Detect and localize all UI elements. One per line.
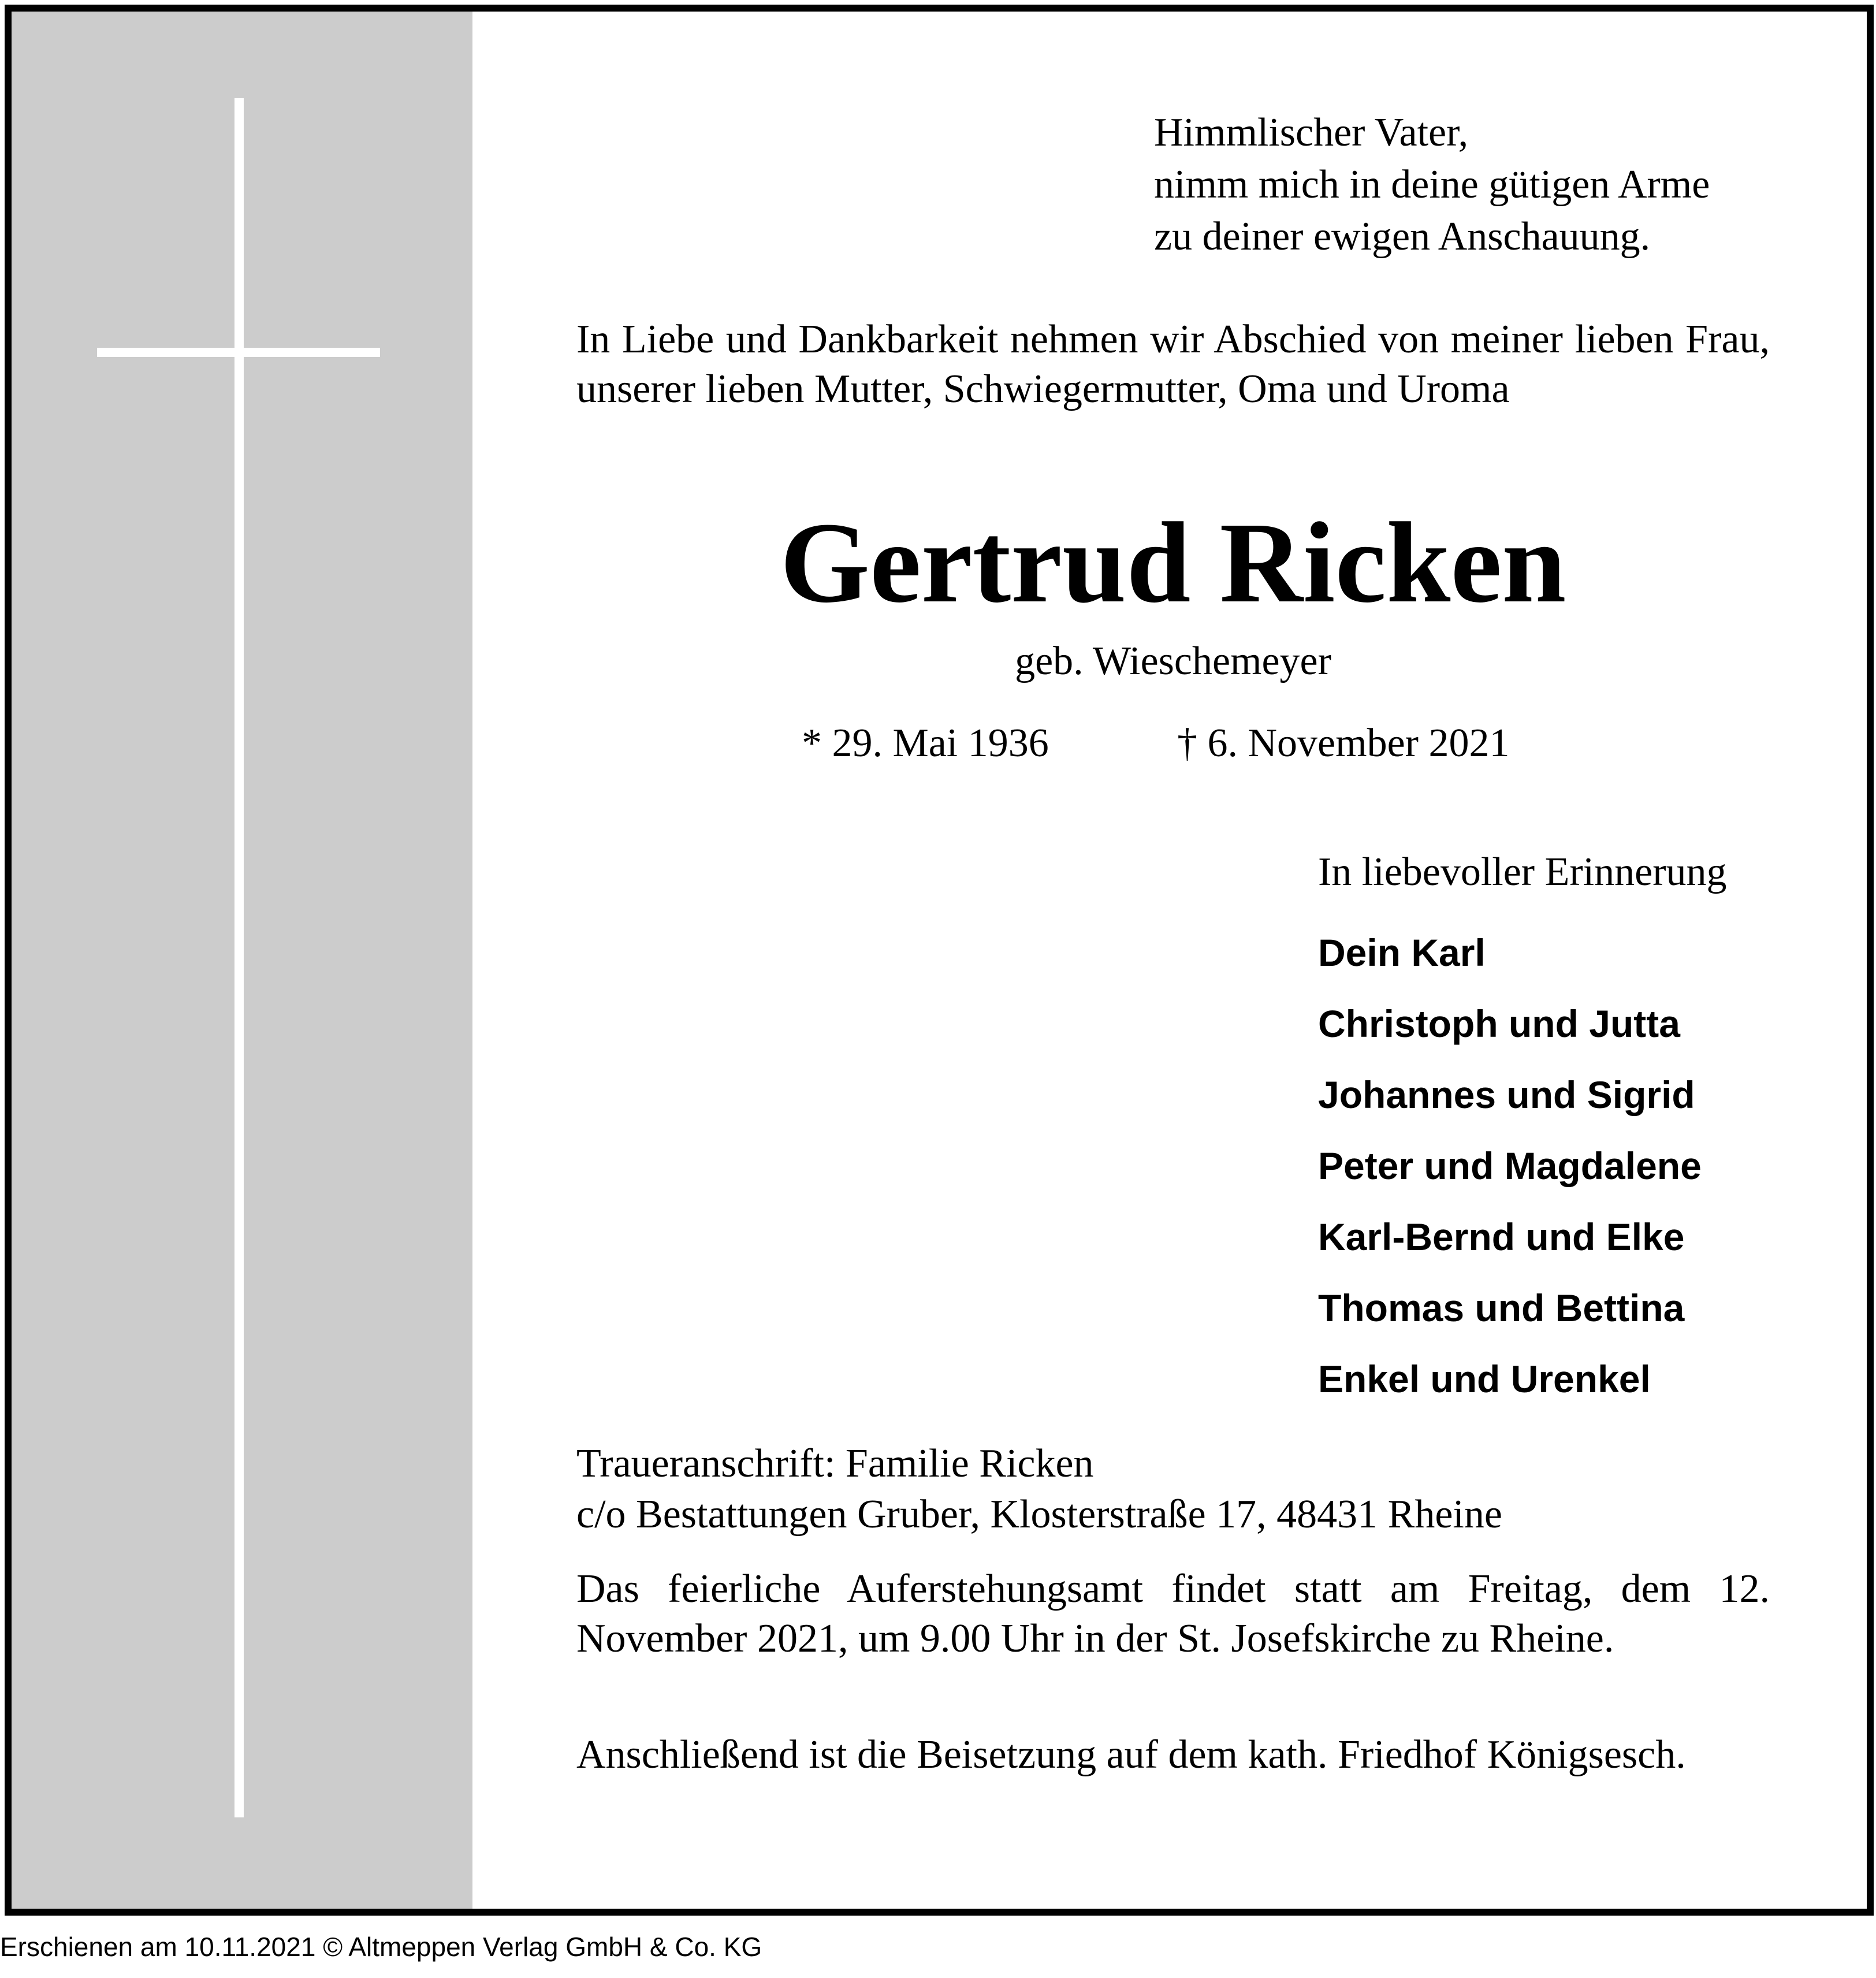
verse-line: nimm mich in deine gütigen Arme bbox=[1154, 162, 1710, 207]
verse-line: zu deiner ewigen Anschauung. bbox=[1154, 214, 1651, 259]
burial-info: Anschließend ist die Beisetzung auf dem kath. Friedhof Königsesch. bbox=[576, 1732, 1686, 1777]
maiden-name: geb. Wieschemeyer bbox=[1015, 639, 1331, 683]
verse-line: Himmlischer Vater, bbox=[1154, 110, 1469, 155]
memory-heading: In liebevoller Erinnerung bbox=[1318, 850, 1727, 894]
deceased-name: Gertrud Ricken bbox=[780, 499, 1566, 627]
obituary-frame bbox=[5, 5, 1874, 1916]
death-date: † 6. November 2021 bbox=[1177, 721, 1510, 765]
mourner-item: Enkel und Urenkel bbox=[1318, 1358, 1651, 1400]
birth-date: * 29. Mai 1936 bbox=[802, 721, 1049, 765]
address-line: c/o Bestattungen Gruber, Klosterstraße 17, 48431 Rheine bbox=[576, 1492, 1502, 1537]
mourner-item: Christoph und Jutta bbox=[1318, 1002, 1680, 1045]
intro-text: In Liebe und Dankbarkeit nehmen wir Abschied von meiner lieben Frau, unserer lieben Mutter, Schwiegermutter, Oma und Uroma bbox=[576, 317, 1770, 411]
mourner-item: Peter und Magdalene bbox=[1318, 1144, 1702, 1187]
service-info: Das feierliche Auferstehungsamt findet statt am Freitag, dem 12. November 2021, um 9.00 Uhr in der St. Josefskirche zu Rheine. bbox=[576, 1567, 1770, 1661]
side-panel bbox=[12, 12, 472, 1909]
mourner-item: Thomas und Bettina bbox=[1318, 1287, 1685, 1329]
mourner-item: Johannes und Sigrid bbox=[1318, 1073, 1695, 1116]
mourner-item: Dein Karl bbox=[1318, 931, 1486, 974]
cross-icon-bar bbox=[97, 348, 380, 357]
verse bbox=[1154, 107, 1710, 263]
mourners-list bbox=[1318, 917, 1702, 1415]
publication-footer: Erschienen am 10.11.2021 © Altmeppen Verlag GmbH & Co. KG bbox=[0, 1932, 762, 1962]
mourning-address bbox=[576, 1438, 1502, 1540]
address-line: Traueranschrift: Familie Ricken bbox=[576, 1441, 1094, 1486]
mourner-item: Karl-Bernd und Elke bbox=[1318, 1215, 1685, 1258]
